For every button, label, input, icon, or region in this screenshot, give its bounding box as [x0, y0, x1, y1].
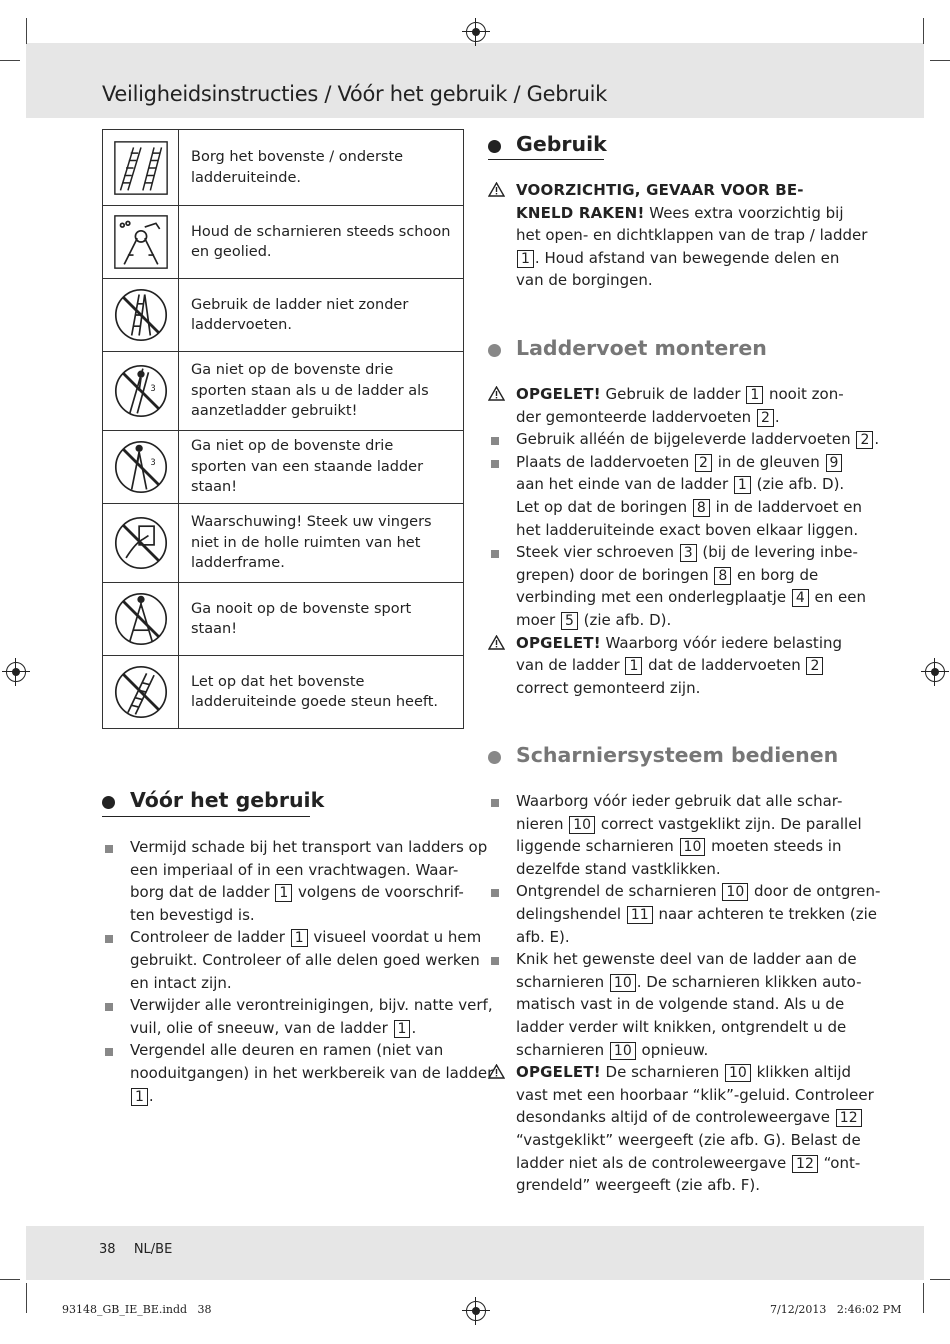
- warning-item: [488, 179, 868, 292]
- text-line: “vastgeklikt” weergeeft (zie afb. G). Belast de: [516, 1130, 861, 1149]
- page-number: 38: [99, 1242, 116, 1257]
- text-line: het ladderuiteinde exact boven elkaar liggen.: [516, 520, 859, 539]
- part-number-box: 10: [722, 883, 748, 901]
- svg-text:3: 3: [149, 457, 156, 468]
- text-line: der gemonteerde laddervoeten 2 .: [516, 407, 780, 426]
- finger-pinch-warning-icon: [103, 504, 179, 582]
- use-warning: [488, 179, 868, 292]
- part-number-box: 5: [561, 612, 578, 630]
- warning-item: [488, 383, 860, 428]
- text-line: matisch vast in de volgende stand. Als u de: [516, 995, 845, 1014]
- part-number-box: 11: [627, 906, 653, 924]
- part-number-box: 9: [826, 454, 843, 472]
- part-number-box: 1: [746, 386, 763, 404]
- warning-triangle-icon: [488, 635, 508, 659]
- text-line: 1 . Houd afstand van bewegende delen en: [516, 247, 858, 270]
- list-item: [102, 1039, 494, 1107]
- heading-text: Vóór het gebruik: [130, 788, 325, 812]
- text-line: Waarborg vóór ieder gebruik dat alle schar-: [516, 792, 843, 810]
- section-heading-before-use: [102, 788, 325, 818]
- part-number-box: 1: [625, 657, 642, 675]
- heading-text: Laddervoet monteren: [516, 336, 767, 360]
- text-line: dezelfde stand vastklikken.: [516, 859, 721, 878]
- list-item: [102, 926, 482, 994]
- safety-text: Houd de scharnieren steeds schoon en geolied.: [191, 223, 451, 260]
- emphasis-text: OPGELET!: [516, 633, 601, 652]
- text-line: ladder niet als de controleweergave 12 “ont-: [516, 1153, 861, 1172]
- part-number-box: 4: [792, 589, 809, 607]
- text-line: vast met een hoorbaar “klik”-geluid. Controleer: [516, 1085, 874, 1104]
- part-number-box: 1: [517, 250, 534, 268]
- text-line: Controleer de ladder 1 visueel voordat u hem: [130, 928, 482, 947]
- registration-mark-icon: [466, 22, 486, 42]
- text-line: Steek vier schroeven 3 (bij de levering inbe-: [516, 543, 858, 562]
- emphasis-text: OPGELET!: [516, 1063, 601, 1082]
- text-line: 1 .: [130, 1085, 472, 1108]
- crop-mark: [0, 60, 20, 61]
- safety-row: [103, 278, 463, 351]
- part-number-box: 3: [680, 544, 697, 562]
- text-line: aan het einde van de ladder 1 (zie afb. D).: [516, 475, 845, 494]
- text-line: Ontgrendel de scharnieren 10 door de ontgren-: [516, 882, 881, 901]
- crop-mark: [0, 1279, 20, 1280]
- page-title: Veiligheidsinstructies / Vóór het gebruik / Gebruik: [102, 82, 607, 106]
- heading-text: Scharniersysteem bedienen: [516, 743, 839, 767]
- list-item: [488, 790, 860, 880]
- text-line: nieren 10 correct vastgeklikt zijn. De parallel: [516, 814, 862, 833]
- part-number-box: 8: [693, 499, 710, 517]
- part-number-box: 1: [734, 476, 751, 494]
- part-number-box: 1: [394, 1020, 411, 1038]
- heading-underline: [102, 816, 310, 817]
- text-line: scharnieren 10 . De scharnieren klikken auto-: [516, 972, 862, 991]
- no-ladder-without-feet-icon: [103, 279, 179, 351]
- part-number-box: 1: [275, 884, 292, 902]
- crop-mark: [923, 1283, 924, 1313]
- text-line: ladder verder wilt knikken, ontgrendelt u de: [516, 1017, 847, 1036]
- crop-mark: [26, 18, 27, 44]
- part-number-box: 1: [131, 1088, 148, 1106]
- text-line: het open- en dichtklappen van de trap / ladder: [516, 226, 868, 245]
- heading-bullet-icon: [488, 344, 501, 357]
- part-number-box: 1: [291, 929, 308, 947]
- part-number-box: 8: [714, 567, 731, 585]
- list-item: [488, 948, 860, 1061]
- warning-item: [488, 632, 860, 700]
- warning-triangle-icon: [488, 1064, 508, 1088]
- no-top-rung-icon: [103, 583, 179, 655]
- safety-text: Ga nooit op de bovenste sport staan!: [191, 600, 412, 637]
- safety-text: Ga niet op de bovenste drie sporten van een staande ladder staan!: [191, 438, 424, 496]
- text-line: OPGELET! De scharnieren 10 klikken altijd: [516, 1063, 852, 1082]
- part-number-box: 10: [610, 1042, 636, 1060]
- text-line: correct gemonteerd zijn.: [516, 678, 701, 697]
- part-number-box: 2: [806, 657, 823, 675]
- text-line: delingshendel 11 naar achteren te trekken (zie: [516, 904, 877, 923]
- text-line: moer 5 (zie afb. D).: [516, 610, 672, 629]
- text-line: Let op dat de boringen 8 in de laddervoet en: [516, 497, 863, 516]
- part-number-box: 10: [569, 816, 595, 834]
- text-line: scharnieren 10 opnieuw.: [516, 1040, 709, 1059]
- heading-bullet-icon: [488, 140, 501, 153]
- emphasis-text: VOORZICHTIG, GEVAAR VOOR BE-: [516, 181, 804, 199]
- emphasis-text: KNELD RAKEN!: [516, 203, 645, 222]
- safety-row: [103, 655, 463, 728]
- safety-row: [103, 582, 463, 655]
- text-line: Plaats de laddervoeten 2 in de gleuven 9: [516, 451, 860, 474]
- safety-row: [103, 503, 463, 582]
- ladder-top-support-icon: [103, 656, 179, 728]
- ladder-secure-ends-icon: [103, 130, 179, 205]
- registration-mark-icon: [6, 662, 26, 682]
- registration-mark-icon: [925, 662, 945, 682]
- section-heading-ladder-foot: [488, 336, 788, 366]
- text-line: borg dat de ladder 1 volgens de voorschrif-: [130, 883, 464, 902]
- safety-row: [103, 430, 463, 503]
- ladder-foot-list: [488, 383, 880, 699]
- warning-triangle-icon: [488, 386, 508, 410]
- safety-row: [103, 351, 463, 430]
- hinge-system-list: [488, 790, 881, 1197]
- section-heading-use: [488, 132, 608, 162]
- text-line: ten bevestigd is.: [130, 905, 255, 924]
- part-number-box: 12: [836, 1109, 862, 1127]
- no-top-three-rungs-standing-icon: [103, 431, 179, 503]
- list-item: [488, 880, 881, 948]
- before-use-list: [102, 836, 494, 1107]
- text-line: desondanks altijd of de controleweergave 12: [516, 1106, 860, 1129]
- safety-text: Let op dat het bovenste ladderuiteinde goede steun heeft.: [191, 673, 439, 710]
- text-line: Verwijder alle verontreinigingen, bijv. natte verf,: [130, 996, 493, 1015]
- safety-row: [103, 205, 463, 278]
- text-line: gebruikt. Controleer of alle delen goed werken: [130, 950, 480, 969]
- safety-text: Ga niet op de bovenste drie sporten staan als u de ladder als aanzetladder gebruikt!: [191, 362, 429, 420]
- list-item: [102, 836, 488, 926]
- slug-datetime: 7/12/2013 2:46:02 PM: [770, 1303, 902, 1316]
- safety-text: Gebruik de ladder niet zonder laddervoeten.: [191, 296, 409, 333]
- svg-text:3: 3: [149, 383, 156, 393]
- registration-mark-icon: [466, 1301, 486, 1321]
- warning-triangle-icon: [488, 182, 508, 206]
- text-line: afb. E).: [516, 927, 570, 946]
- language-code: NL/BE: [133, 1242, 173, 1257]
- text-line: Knik het gewenste deel van de ladder aan de: [516, 950, 857, 969]
- text-line: OPGELET! Gebruik de ladder 1 nooit zon-: [516, 385, 844, 403]
- text-line: Vermijd schade bij het transport van ladders op: [130, 838, 488, 856]
- part-number-box: 2: [695, 454, 712, 472]
- text-line: en intact zijn.: [130, 973, 232, 992]
- emphasis-text: OPGELET!: [516, 385, 601, 403]
- text-line: een imperiaal of in een vrachtwagen. Waar-: [130, 860, 459, 879]
- heading-bullet-icon: [102, 796, 115, 809]
- part-number-box: 2: [757, 409, 774, 427]
- page-footer: [99, 1242, 172, 1257]
- text-line: Gebruik alléén de bijgeleverde laddervoeten 2 .: [516, 430, 880, 449]
- slug-file: 93148_GB_IE_BE.indd 38: [62, 1303, 212, 1316]
- text-line: van de borgingen.: [516, 271, 653, 290]
- heading-underline: [488, 159, 604, 160]
- no-top-three-rungs-leaning-icon: [103, 352, 179, 430]
- text-line: grepen) door de boringen 8 en borg de: [516, 565, 819, 584]
- crop-mark: [930, 60, 950, 61]
- part-number-box: 10: [680, 838, 706, 856]
- crop-mark: [26, 1283, 27, 1313]
- text-line: liggende scharnieren 10 moeten steeds in: [516, 837, 842, 856]
- safety-table: [102, 129, 464, 729]
- text-line: verbinding met een onderlegplaatje 4 en een: [516, 588, 866, 607]
- text-line: KNELD RAKEN! Wees extra voorzichtig bij: [516, 203, 844, 222]
- list-item: [488, 451, 863, 541]
- list-item: [488, 541, 866, 631]
- heading-bullet-icon: [488, 751, 501, 764]
- text-line: Vergendel alle deuren en ramen (niet van: [130, 1041, 444, 1060]
- text-line: OPGELET! Waarborg vóór iedere belasting: [516, 633, 843, 652]
- crop-mark: [930, 1279, 950, 1280]
- text-line: nooduitgangen) in het werkbereik van de ladder: [130, 1063, 494, 1082]
- hinge-oil-icon: [103, 206, 179, 278]
- safety-row: [103, 130, 463, 205]
- text-line: van de ladder 1 dat de laddervoeten 2: [516, 654, 860, 677]
- heading-text: Gebruik: [516, 132, 607, 156]
- section-heading-hinge-system: [488, 743, 839, 773]
- part-number-box: 10: [725, 1064, 751, 1082]
- part-number-box: 12: [792, 1155, 818, 1173]
- text-line: grendeld” weergeeft (zie afb. F).: [516, 1176, 761, 1195]
- list-item: [488, 428, 880, 451]
- part-number-box: 2: [856, 431, 873, 449]
- safety-text: Borg het bovenste / onderste ladderuiteinde.: [191, 149, 404, 186]
- text-line: [516, 179, 858, 202]
- part-number-box: 10: [610, 974, 636, 992]
- text-line: vuil, olie of sneeuw, van de ladder 1 .: [130, 1018, 417, 1037]
- list-item: [102, 994, 493, 1039]
- crop-mark: [923, 18, 924, 44]
- header-band: [26, 43, 924, 118]
- safety-text: Waarschuwing! Steek uw vingers niet in de holle ruimten van het ladderframe.: [191, 514, 432, 572]
- warning-item: [488, 1061, 874, 1197]
